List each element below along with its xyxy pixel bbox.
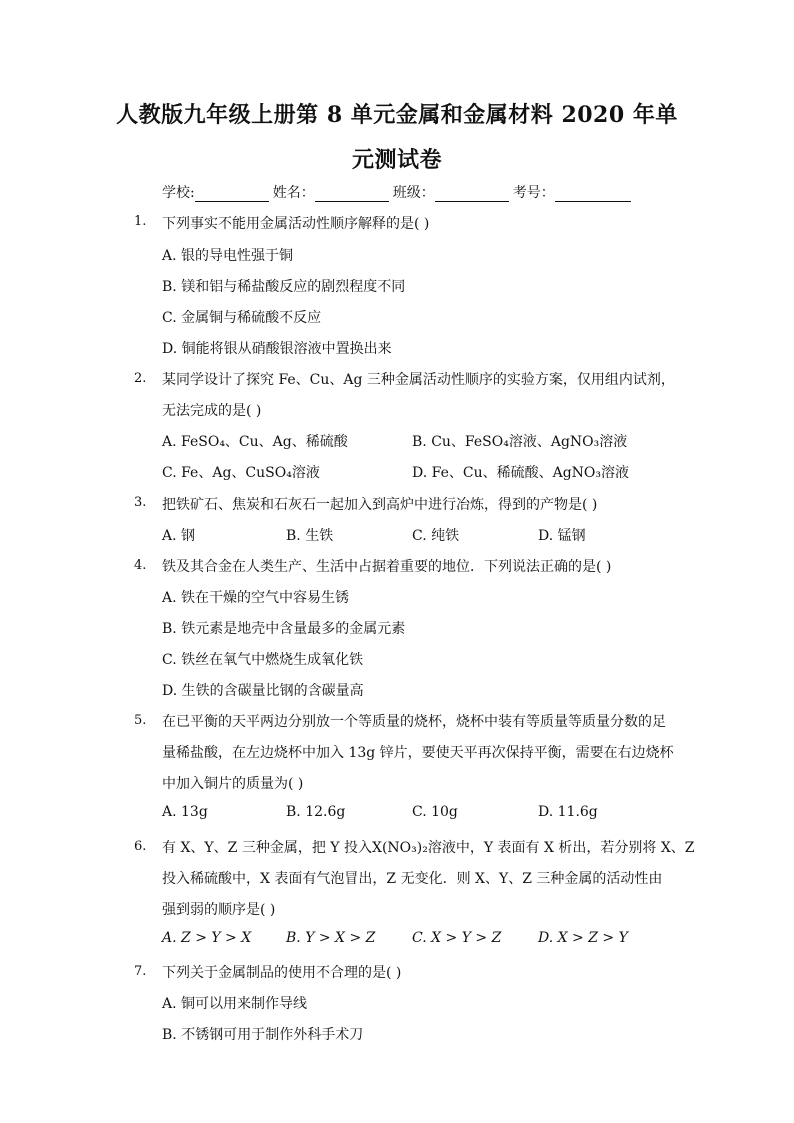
option-c[interactable]: C. 10g — [412, 804, 458, 820]
question-stem: 铁及其合金在人类生产、生活中占据着重要的地位．下列说法正确的是( ) — [162, 559, 612, 575]
question-stem: 某同学设计了探究 Fe、Cu、Ag 三种金属活动性顺序的实验方案，仅用组内试剂， — [162, 372, 675, 388]
school-blank[interactable] — [195, 187, 269, 202]
option-b[interactable]: B. 12.6g — [286, 804, 346, 820]
class-label: 班级： — [392, 185, 435, 201]
question-stem: 把铁矿石、焦炭和石灰石一起加入到高炉中进行冶炼，得到的产物是( ) — [162, 497, 598, 513]
question-stem: 中加入铜片的质量为( ) — [162, 776, 304, 792]
option-a[interactable]: A. Z > Y > X — [162, 930, 252, 946]
option-a[interactable]: A. 钢 — [162, 528, 196, 544]
option-b[interactable]: B. 生铁 — [286, 528, 334, 544]
question-number: 4. — [134, 558, 147, 573]
option-d[interactable]: D. 11.6g — [538, 804, 598, 820]
question-stem: 投入稀硫酸中，X 表面有气泡冒出，Z 无变化．则 X、Y、Z 三种金属的活动性由 — [162, 871, 663, 887]
question-stem: 下列关于金属制品的使用不合理的是( ) — [162, 965, 402, 981]
option-a[interactable]: A. 铜可以用来制作导线 — [162, 996, 308, 1012]
option-c[interactable]: C. 纯铁 — [412, 528, 460, 544]
question-stem: 强到弱的顺序是( ) — [162, 902, 276, 918]
option-b[interactable]: B. Y > X > Z — [286, 930, 376, 946]
question-stem: 有 X、Y、Z 三种金属，把 Y 投入X(NO₃)₂溶液中，Y 表面有 X 析出，若分别将 X、Z — [162, 840, 695, 856]
question-number: 2. — [134, 371, 147, 386]
question-number: 6. — [134, 839, 147, 854]
option-c[interactable]: C. Fe、Ag、CuSO₄溶液 — [162, 465, 320, 481]
number-label: 考号： — [512, 185, 555, 201]
question-number: 7. — [134, 964, 147, 979]
class-blank[interactable] — [435, 187, 509, 202]
question-stem: 无法完成的是( ) — [162, 403, 262, 419]
question-number: 1. — [134, 214, 147, 229]
name-label: 姓名： — [272, 185, 315, 201]
question-number: 3. — [134, 495, 147, 510]
exam-title-line2: 元测试卷 — [351, 147, 442, 173]
option-c[interactable]: C. X > Y > Z — [412, 930, 502, 946]
question-number: 5. — [134, 713, 147, 728]
exam-title-line1: 人教版九年级上册第 8 单元金属和金属材料 2020 年单 — [116, 102, 678, 128]
option-b[interactable]: B. 不锈钢可用于制作外科手术刀 — [162, 1027, 364, 1043]
student-info-row — [162, 182, 635, 202]
option-b[interactable]: B. 铁元素是地壳中含量最多的金属元素 — [162, 621, 406, 637]
option-d[interactable]: D. X > Z > Y — [538, 930, 628, 946]
question-stem: 下列事实不能用金属活动性顺序解释的是( ) — [162, 216, 430, 232]
question-stem: 在已平衡的天平两边分别放一个等质量的烧杯，烧杯中装有等质量等质量分数的足 — [162, 714, 666, 730]
name-blank[interactable] — [315, 187, 389, 202]
question-stem: 量稀盐酸，在左边烧杯中加入 13g 锌片，要使天平再次保持平衡，需要在右边烧杯 — [162, 745, 674, 761]
option-a[interactable]: A. 13g — [162, 804, 208, 820]
number-blank[interactable] — [555, 187, 631, 202]
option-a[interactable]: A. 银的导电性强于铜 — [162, 248, 294, 264]
option-d[interactable]: D. 铜能将银从硝酸银溶液中置换出来 — [162, 341, 392, 357]
option-b[interactable]: B. Cu、FeSO₄溶液、AgNO₃溶液 — [412, 434, 628, 450]
option-c[interactable]: C. 铁丝在氧气中燃烧生成氧化铁 — [162, 652, 364, 668]
option-d[interactable]: D. 锰钢 — [538, 528, 586, 544]
school-label: 学校: — [162, 185, 195, 201]
option-a[interactable]: A. FeSO₄、Cu、Ag、稀硫酸 — [162, 434, 348, 450]
option-c[interactable]: C. 金属铜与稀硫酸不反应 — [162, 310, 322, 326]
option-a[interactable]: A. 铁在干燥的空气中容易生锈 — [162, 590, 350, 606]
option-d[interactable]: D. 生铁的含碳量比钢的含碳量高 — [162, 683, 364, 699]
option-d[interactable]: D. Fe、Cu、稀硫酸、AgNO₃溶液 — [412, 465, 629, 481]
option-b[interactable]: B. 镁和铝与稀盐酸反应的剧烈程度不同 — [162, 279, 406, 295]
